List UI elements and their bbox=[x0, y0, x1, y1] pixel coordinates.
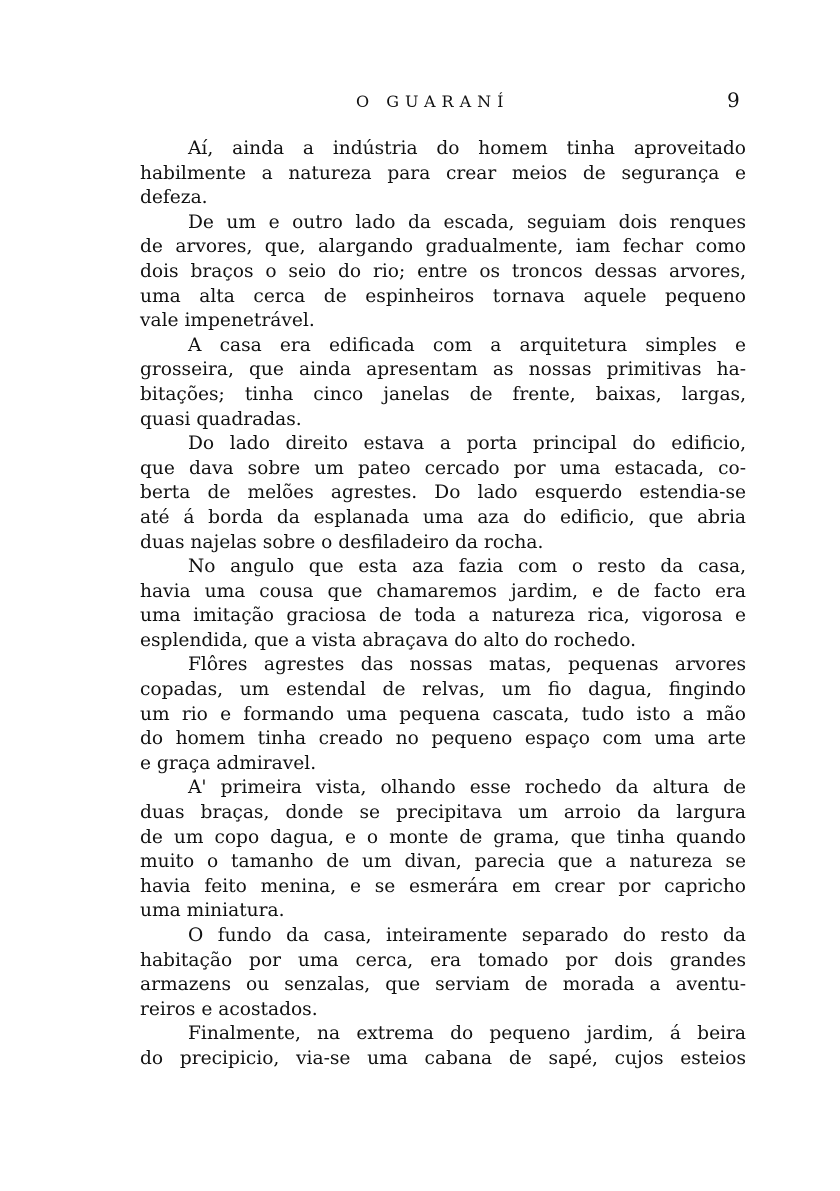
running-head bbox=[0, 88, 840, 118]
text-line: duas najelas sobre o desfiladeiro da rocha. bbox=[140, 531, 544, 553]
page-number: 9 bbox=[727, 88, 740, 112]
body-text bbox=[140, 137, 746, 1072]
text-line: De um e outro lado da escada, seguiam dois renques bbox=[188, 211, 746, 233]
text-line: Do lado direito estava a porta principal do edificio, bbox=[188, 433, 746, 455]
text-line: quasi quadradas. bbox=[140, 408, 302, 430]
text-line: copadas, um estendal de relvas, um fio dagua, fingindo bbox=[140, 679, 746, 701]
text-line: e graça admiravel. bbox=[140, 752, 317, 774]
text-line: do homem tinha creado no pequeno espaço com uma arte bbox=[140, 728, 746, 750]
text-line: um rio e formando uma pequena cascata, tudo isto a mão bbox=[140, 703, 746, 725]
text-line: uma imitação graciosa de toda a natureza rica, vigorosa e bbox=[140, 605, 746, 627]
text-line: habitação por uma cerca, era tomado por dois grandes bbox=[140, 949, 746, 971]
text-line: armazens ou senzalas, que serviam de morada a aventu- bbox=[140, 974, 746, 996]
text-line: reiros e acostados. bbox=[140, 998, 318, 1020]
text-line: Flôres agrestes das nossas matas, pequenas arvores bbox=[188, 654, 746, 676]
text-line: vale impenetrável. bbox=[140, 310, 315, 332]
text-line: de arvores, que, alargando gradualmente, iam fechar como bbox=[140, 236, 746, 258]
text-line: defeza. bbox=[140, 187, 208, 209]
text-line: A casa era edificada com a arquitetura simples e bbox=[188, 334, 746, 356]
text-line: até á borda da esplanada uma aza do edificio, que abria bbox=[140, 506, 746, 528]
text-line: dois braços o seio do rio; entre os troncos dessas arvores, bbox=[140, 260, 746, 282]
text-line: A' primeira vista, olhando esse rochedo da altura de bbox=[188, 777, 746, 799]
text-line: habilmente a natureza para crear meios de segurança e bbox=[140, 162, 746, 184]
text-line: berta de melões agrestes. Do lado esquerdo estendia-se bbox=[140, 482, 746, 504]
text-line: esplendida, que a vista abraçava do alto do rochedo. bbox=[140, 629, 637, 651]
text-line: muito o tamanho de um divan, parecia que a natureza se bbox=[140, 851, 746, 873]
text-line: Finalmente, na extrema do pequeno jardim, á beira bbox=[188, 1023, 746, 1045]
text-line: grosseira, que ainda apresentam as nossas primitivas ha- bbox=[140, 359, 746, 381]
text-line: uma miniatura. bbox=[140, 900, 285, 922]
text-line: duas braças, donde se precipitava um arroio da largura bbox=[140, 802, 746, 824]
text-line: bitações; tinha cinco janelas de frente, baixas, largas, bbox=[140, 383, 746, 405]
text-line: havia uma cousa que chamaremos jardim, e de facto era bbox=[140, 580, 746, 602]
text-line: que dava sobre um pateo cercado por uma estacada, co- bbox=[140, 457, 746, 479]
text-line: do precipicio, via-se uma cabana de sapé, cujos esteios bbox=[140, 1047, 746, 1069]
text-line: uma alta cerca de espinheiros tornava aquele pequeno bbox=[140, 285, 746, 307]
text-line: No angulo que esta aza fazia com o resto da casa, bbox=[188, 556, 746, 578]
book-title: O GUARANÍ bbox=[356, 92, 510, 111]
text-line: havia feito menina, e se esmerára em crear por capricho bbox=[140, 875, 746, 897]
text-line: O fundo da casa, inteiramente separado do resto da bbox=[188, 925, 746, 946]
text-line: Aí, ainda a indústria do homem tinha aproveitado bbox=[188, 138, 746, 159]
text-line: de um copo dagua, e o monte de grama, que tinha quando bbox=[140, 826, 746, 848]
